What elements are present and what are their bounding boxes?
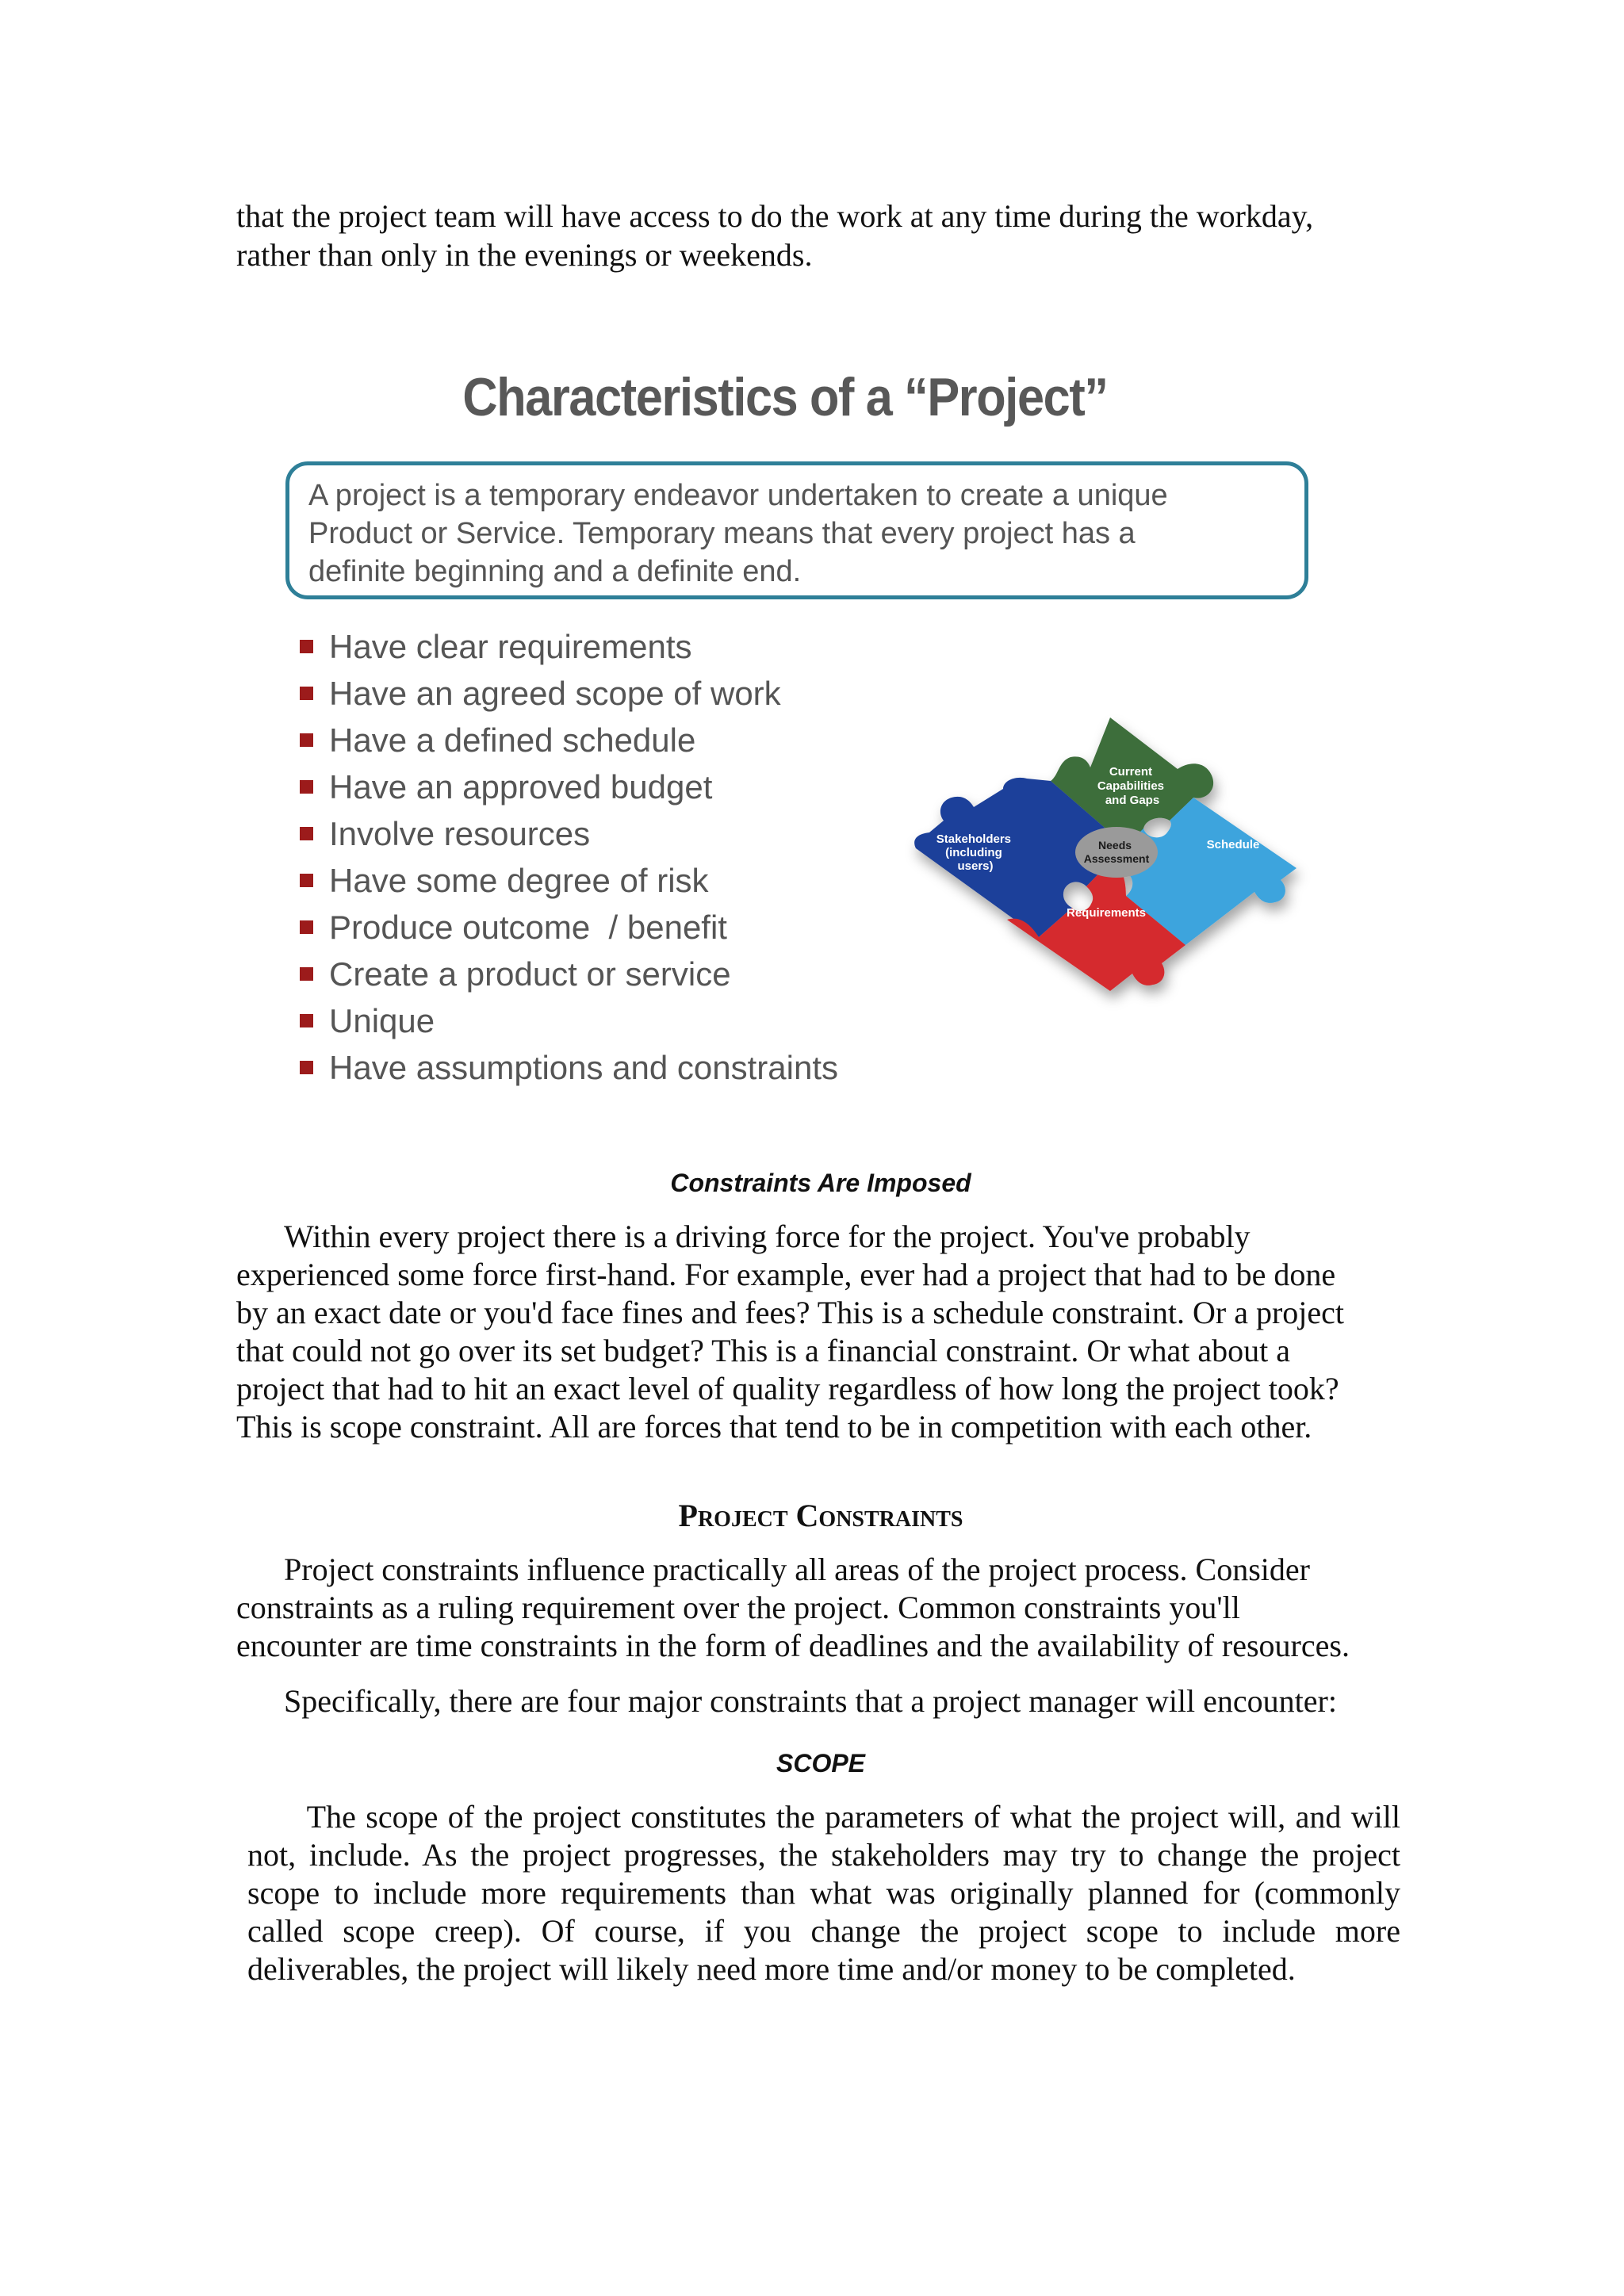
list-item-label: Have a defined schedule — [329, 721, 696, 759]
bullet-icon — [300, 874, 313, 887]
text-line: that could not go over its set budget? This is a financial constraint. Or what about a — [236, 1333, 1290, 1368]
list-item — [300, 670, 838, 717]
bullet-icon — [300, 967, 313, 981]
list-item — [300, 1044, 838, 1091]
list-item-label: Unique — [329, 1002, 435, 1039]
list-item-label: Involve resources — [329, 815, 591, 852]
list-item — [300, 951, 838, 997]
definition-box — [285, 461, 1308, 599]
puzzle-center-label: Needs — [1098, 839, 1132, 851]
section-heading: Project Constraints — [678, 1498, 963, 1533]
list-item-label: Have assumptions and constraints — [329, 1049, 838, 1086]
paragraph — [247, 1798, 1400, 1988]
list-item — [300, 623, 838, 670]
bullet-icon — [300, 1061, 313, 1074]
figure-title: Characteristics of a “Project” — [462, 367, 1108, 427]
paragraph — [236, 1682, 1410, 1720]
bullet-icon — [300, 1014, 313, 1027]
text-line: encounter are time constraints in the form of deadlines and the availability of resources. — [236, 1628, 1350, 1663]
section-heading: SCOPE — [776, 1749, 866, 1777]
list-item-label: Have an approved budget — [329, 768, 713, 806]
puzzle-left-label: users) — [957, 859, 994, 873]
puzzle-top-label: Current — [1109, 765, 1152, 779]
list-item — [300, 904, 838, 951]
text-line: experienced some force first-hand. For example, ever had a project that had to be done — [236, 1257, 1336, 1292]
text-line: Within every project there is a driving force for the project. You've probably — [236, 1219, 1251, 1254]
list-item — [300, 763, 838, 810]
paragraph — [236, 1218, 1410, 1446]
characteristics-list — [300, 623, 838, 1091]
text-line: called scope creep). Of course, if you change the project scope to include more — [247, 1913, 1400, 1949]
text-line: Specifically, there are four major constraints that a project manager will encounter: — [236, 1683, 1337, 1719]
list-item — [300, 997, 838, 1044]
text-line: rather than only in the evenings or weekends. — [236, 237, 813, 273]
intro-paragraph — [236, 197, 1410, 274]
text-line: deliverables, the project will likely need more time and/or money to be completed. — [247, 1951, 1296, 1987]
bullet-icon — [300, 920, 313, 934]
puzzle-top-label: and Gaps — [1105, 794, 1160, 807]
section-heading: Constraints Are Imposed — [670, 1169, 971, 1197]
bullet-icon — [300, 780, 313, 794]
list-item-label: Create a product or service — [329, 955, 731, 993]
text-line: This is scope constraint. All are forces that tend to be in competition with each other. — [236, 1409, 1312, 1445]
text-line: by an exact date or you'd face fines and fees? This is a schedule constraint. Or a project — [236, 1295, 1345, 1330]
puzzle-illustration — [888, 682, 1332, 1023]
puzzle-left-label: (including — [945, 846, 1002, 859]
list-item — [300, 857, 838, 904]
list-item-label: Produce outcome / benefit — [329, 909, 727, 946]
list-item-label: Have clear requirements — [329, 628, 692, 665]
bullet-icon — [300, 733, 313, 747]
puzzle-top-label: Capabilities — [1097, 779, 1165, 793]
list-item — [300, 810, 838, 857]
puzzle-center-label: Assessment — [1083, 852, 1150, 865]
bullet-icon — [300, 640, 313, 653]
text-line: that the project team will have access to do the work at any time during the workday, — [236, 198, 1314, 234]
text-line: scope to include more requirements than what was originally planned for (commonly — [247, 1875, 1400, 1911]
text-line: Project constraints influence practically all areas of the project process. Consider — [236, 1552, 1310, 1587]
puzzle-bottom-label: Requirements — [1066, 906, 1147, 920]
definition-line: definite beginning and a definite end. — [308, 555, 802, 588]
paragraph — [236, 1551, 1410, 1665]
text-line: not, include. As the project progresses, the stakeholders may try to change the project — [247, 1837, 1400, 1873]
text-line: The scope of the project constitutes the parameters of what the project will, and will — [247, 1799, 1400, 1835]
definition-line: A project is a temporary endeavor undertaken to create a unique — [308, 479, 1168, 512]
list-item-label: Have an agreed scope of work — [329, 675, 781, 712]
bullet-icon — [300, 827, 313, 840]
bullet-icon — [300, 687, 313, 700]
definition-line: Product or Service. Temporary means that every project has a — [308, 517, 1136, 550]
text-line: constraints as a ruling requirement over the project. Common constraints you'll — [236, 1590, 1240, 1625]
list-item-label: Have some degree of risk — [329, 862, 709, 899]
text-line: project that had to hit an exact level of quality regardless of how long the project took? — [236, 1371, 1339, 1406]
puzzle-right-label: Schedule — [1206, 838, 1260, 851]
puzzle-left-label: Stakeholders — [936, 832, 1012, 846]
list-item — [300, 717, 838, 763]
